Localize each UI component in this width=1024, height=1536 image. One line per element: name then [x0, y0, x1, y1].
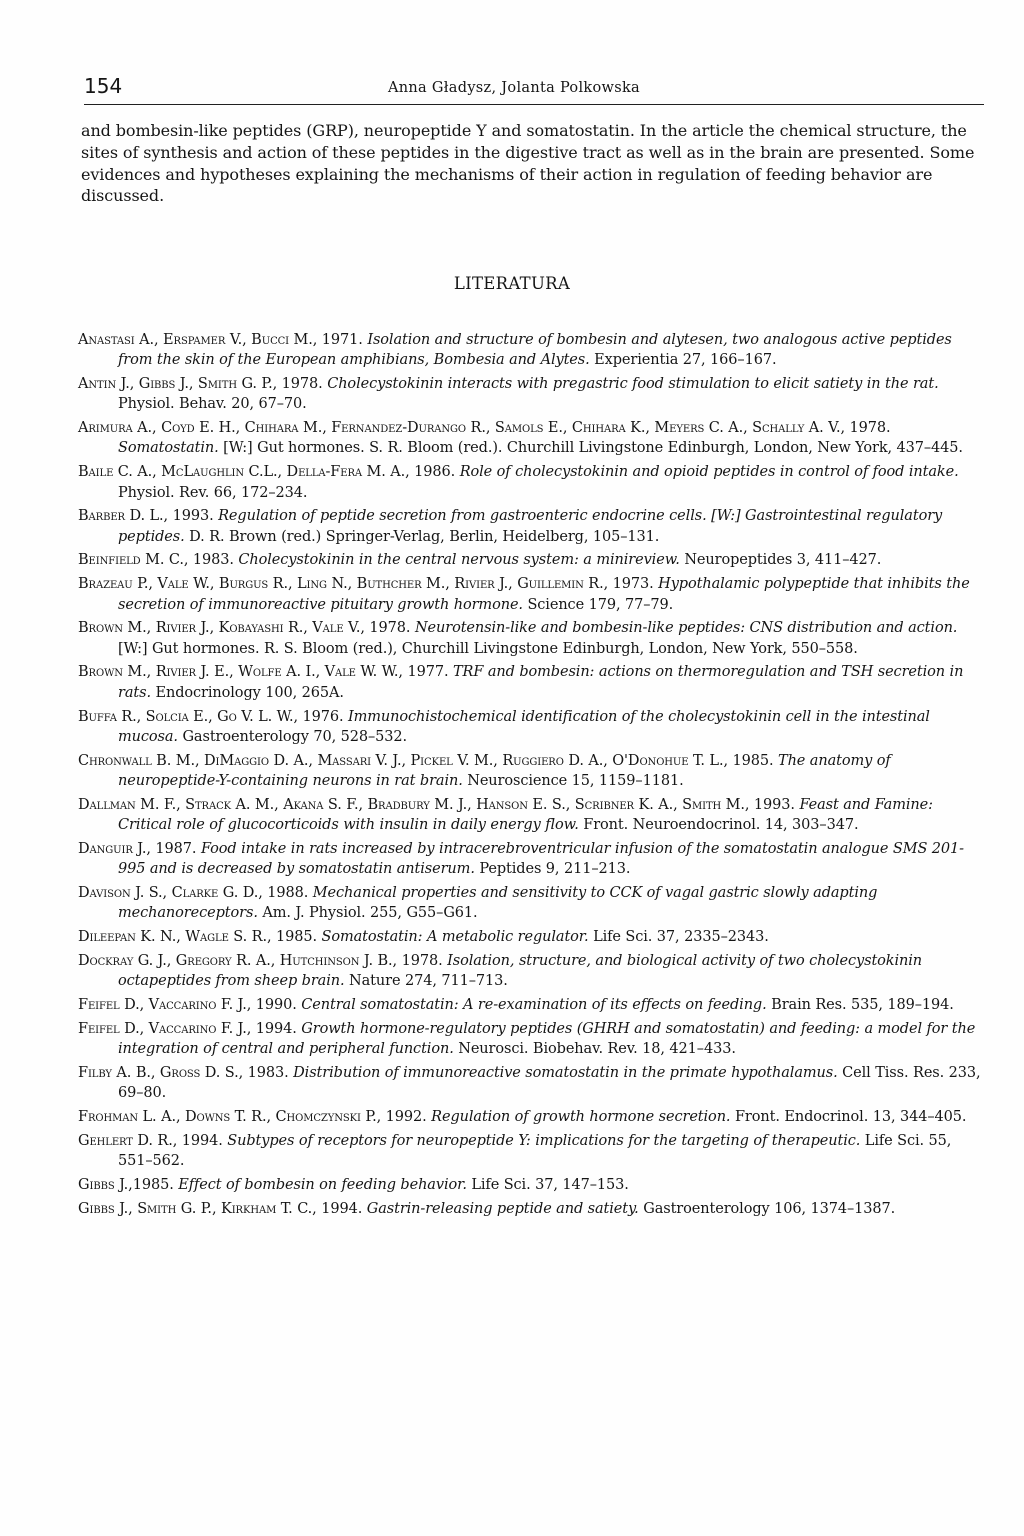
reference-title: Regulation of peptide secretion from gastroenteric endocrine cells. [W:] Gastrointestinal regulatory peptides. — [118, 508, 943, 545]
reference-source: Life Sci. 55, 551–562. — [118, 1132, 952, 1169]
reference-source: Life Sci. 37, 2335–2343. — [588, 929, 769, 946]
reference-year: 1994. — [316, 1200, 367, 1217]
reference-year: 1985. — [132, 1176, 179, 1193]
reference-entry — [78, 574, 990, 615]
reference-authors: Dileepan K. N., Wagle S. R., — [78, 929, 272, 946]
running-header — [84, 70, 984, 105]
reference-authors: Chronwall B. M., DiMaggio D. A., Massari V. J., Pickel V. M., Ruggiero D. A., O'Donohue T. L., — [78, 752, 728, 769]
reference-title: Regulation of growth hormone secretion. — [431, 1108, 731, 1125]
reference-title: Distribution of immunoreactive somatostatin in the primate hypothalamus. — [293, 1064, 838, 1081]
reference-authors: Baile C. A., McLaughlin C.L., Della-Fera M. A., — [78, 464, 410, 481]
reference-source: Nature 274, 711–713. — [344, 973, 508, 990]
reference-authors: Antin J., Gibbs J., Smith G. P., — [78, 376, 278, 393]
reference-source: Front. Endocrinol. 13, 344–405. — [730, 1108, 967, 1125]
reference-entry — [78, 506, 990, 547]
page-number: 154 — [84, 74, 123, 98]
reference-source: Am. J. Physiol. 255, G55–G61. — [257, 905, 478, 922]
reference-title: The anatomy of neuropeptide-Y-containing neurons in rat brain. — [118, 752, 891, 789]
reference-authors: Feifel D., Vaccarino F. J., — [78, 996, 252, 1013]
reference-title: Mechanical properties and sensitivity to CCK of vagal gastric slowly adapting mechanoreceptors. — [118, 884, 878, 922]
reference-authors: Brazeau P., Vale W., Burgus R., Ling N., Buthcher M., Rivier J., Guillemin R., — [78, 576, 609, 593]
reference-entry — [78, 995, 990, 1015]
reference-title: Isolation, structure, and biological activity of two cholecystokinin octapeptides from sheep brain. — [118, 952, 923, 990]
reference-entry — [78, 927, 990, 947]
reference-year: 1971. — [317, 332, 368, 348]
reference-authors: Gibbs J., Smith G. P., Kirkham T. C., — [78, 1200, 317, 1217]
reference-year: 1988. — [262, 884, 313, 901]
reference-entry — [78, 1019, 990, 1060]
reference-authors: Beinfield M. C., — [78, 552, 189, 569]
reference-entry — [78, 662, 990, 703]
reference-source: Science 179, 77–79. — [522, 596, 674, 613]
reference-year: 1993. — [168, 508, 219, 525]
reference-title: Somatostatin. — [118, 440, 219, 457]
reference-entry — [78, 883, 990, 924]
reference-title: Neurotensin-like and bombesin-like peptides: CNS distribution and action. — [414, 620, 958, 637]
reference-entry — [78, 1063, 990, 1104]
reference-source: Neurosci. Biobehav. Rev. 18, 421–433. — [453, 1041, 736, 1057]
reference-title: Cholecystokinin interacts with pregastric food stimulation to elicit satiety in the rat. — [327, 376, 939, 393]
reference-year: 1976. — [297, 708, 348, 725]
reference-title: Central somatostatin: A re-examination of its effects on feeding. — [301, 996, 767, 1013]
reference-authors: Dallman M. F., Strack A. M., Akana S. F., Bradbury M. J., Hanson E. S., Scribner K. A., Smith M., — [78, 796, 750, 813]
reference-year: 1987. — [150, 840, 201, 857]
reference-entry — [78, 618, 990, 659]
reference-source: Brain Res. 535, 189–194. — [766, 996, 954, 1013]
reference-authors: Feifel D., Vaccarino F. J., — [78, 1020, 252, 1037]
reference-authors: Dockray G. J., Gregory R. A., Hutchinson J. B., — [78, 952, 398, 969]
reference-year: 1985. — [727, 752, 778, 769]
reference-year: 1983. — [243, 1064, 294, 1081]
section-heading: LITERATURA — [453, 274, 571, 293]
reference-source: Experientia 27, 166–167. — [589, 352, 777, 369]
reference-title: Food intake in rats increased by intracerebroventricular infusion of the somatostatin analogue SMS 201-995 and is decreased by somatostatin antiserum. — [118, 840, 964, 878]
reference-entry — [78, 550, 990, 570]
reference-source: Front. Neuroendocrinol. 14, 303–347. — [578, 817, 859, 834]
reference-title: Growth hormone-regulatory peptides (GHRH and somatostatin) and feeding: a model for the integration of central and peripheral function. — [118, 1020, 976, 1057]
reference-entry — [78, 751, 990, 792]
reference-year: 1977. — [402, 664, 453, 681]
reference-year: 1994. — [177, 1132, 228, 1149]
reference-source: Cell Tiss. Res. 233, 69–80. — [118, 1064, 981, 1102]
reference-entry — [78, 1131, 990, 1172]
reference-year: 1985. — [271, 929, 322, 946]
reference-year: 1986. — [409, 464, 460, 481]
reference-source: D. R. Brown (red.) Springer-Verlag, Berlin, Heidelberg, 105–131. — [184, 528, 660, 545]
reference-year: 1978. — [844, 420, 891, 437]
reference-entry — [78, 374, 990, 415]
reference-entry — [78, 707, 990, 748]
reference-year: 1992. — [381, 1108, 432, 1125]
reference-source: Peptides 9, 211–213. — [474, 861, 631, 878]
running-header-authors: Anna Gładysz, Jolanta Polkowska — [388, 80, 640, 96]
reference-title: TRF and bombesin: actions on thermoregulation and TSH secretion in rats. — [118, 664, 964, 701]
reference-title: Gastrin-releasing peptide and satiety. — [366, 1200, 639, 1217]
reference-title: Somatostatin: A metabolic regulator. — [321, 929, 589, 946]
reference-entry — [78, 418, 990, 459]
reference-year: 1990. — [251, 996, 302, 1013]
reference-authors: Frohman L. A., Downs T. R., Chomczynski P., — [78, 1108, 382, 1125]
reference-title: Hypothalamic polypeptide that inhibits the secretion of immunoreactive pituitary growth hormone. — [118, 576, 970, 613]
reference-list — [78, 330, 990, 1222]
reference-entry — [78, 462, 990, 503]
reference-title: Role of cholecystokinin and opioid peptides in control of food intake. — [459, 464, 959, 481]
reference-source: Physiol. Rev. 66, 172–234. — [118, 484, 308, 501]
reference-year: 1994. — [251, 1020, 302, 1037]
reference-title: Immunochistochemical identification of the cholecystokinin cell in the intestinal mucosa. — [118, 708, 930, 745]
reference-title: Subtypes of receptors for neuropeptide Y: implications for the targeting of therapeutic. — [227, 1132, 861, 1149]
reference-entry — [78, 839, 990, 880]
reference-year: 1978. — [397, 952, 448, 969]
reference-source: Gastroenterology 106, 1374–1387. — [638, 1200, 896, 1217]
reference-authors: Barber D. L., — [78, 508, 169, 525]
reference-title: Feast and Famine: Critical role of glucocorticoids with insulin in daily energy flow. — [118, 796, 933, 834]
reference-year: 1993. — [749, 796, 800, 813]
reference-year: 1978. — [277, 376, 328, 393]
reference-entry — [78, 330, 990, 371]
reference-entry — [78, 1107, 990, 1127]
abstract-text: and bombesin-like peptides (GRP), neuropeptide Y and somatostatin. In the article the chemical structure, the sites of synthesis and action of these peptides in the digestive tract as well as in the brain are presented. Some evidences and hypotheses explaining the mechanisms of their action in regulation of feeding behavior are discussed. — [81, 121, 975, 206]
reference-entry — [78, 951, 990, 992]
reference-year: 1973. — [608, 576, 659, 593]
reference-source: Life Sci. 37, 147–153. — [466, 1176, 629, 1193]
reference-authors: Gehlert D. R., — [78, 1132, 178, 1149]
reference-entry — [78, 1175, 990, 1195]
reference-source: Endocrinology 100, 265A. — [150, 684, 344, 701]
reference-authors: Anastasi A., Erspamer V., Bucci M., — [78, 332, 318, 348]
reference-authors: Buffa R., Solcia E., Go V. L. W., — [78, 708, 298, 725]
reference-source: [W:] Gut hormones. R. S. Bloom (red.), Churchill Livingstone Edinburgh, London, New York, 550–558. — [118, 640, 858, 657]
reference-source: Neuropeptides 3, 411–427. — [679, 552, 882, 569]
reference-source: Gastroenterology 70, 528–532. — [177, 728, 408, 745]
reference-source: [W:] Gut hormones. S. R. Bloom (red.). Churchill Livingstone Edinburgh, London, New York, 437–445. — [218, 440, 963, 457]
reference-authors: Danguir J., — [78, 840, 151, 857]
reference-authors: Brown M., Rivier J. E., Wolfe A. I., Vale W. W., — [78, 664, 403, 681]
reference-year: 1978. — [364, 620, 415, 637]
reference-source: Physiol. Behav. 20, 67–70. — [118, 396, 307, 413]
reference-entry — [78, 795, 990, 836]
reference-entry — [78, 1199, 990, 1219]
reference-authors: Brown M., Rivier J., Kobayashi R., Vale V., — [78, 620, 365, 637]
reference-year: 1983. — [188, 552, 239, 569]
reference-authors: Filby A. B., Gross D. S., — [78, 1064, 244, 1081]
reference-authors: Davison J. S., Clarke G. D., — [78, 884, 263, 901]
reference-title: Effect of bombesin on feeding behavior. — [178, 1176, 467, 1193]
reference-title: Isolation and structure of bombesin and alytesen, two analogous active peptides from the skin of the European amphibians, Bombesia and Alytes. — [118, 332, 952, 369]
reference-title: Cholecystokinin in the central nervous system: a minireview. — [238, 552, 680, 569]
reference-authors: Gibbs J., — [78, 1176, 133, 1193]
reference-authors: Arimura A., Coyd E. H., Chihara M., Fernandez-Durango R., Samols E., Chihara K., Meyers C. A., Schally A. V., — [78, 420, 845, 437]
reference-source: Neuroscience 15, 1159–1181. — [462, 772, 684, 789]
